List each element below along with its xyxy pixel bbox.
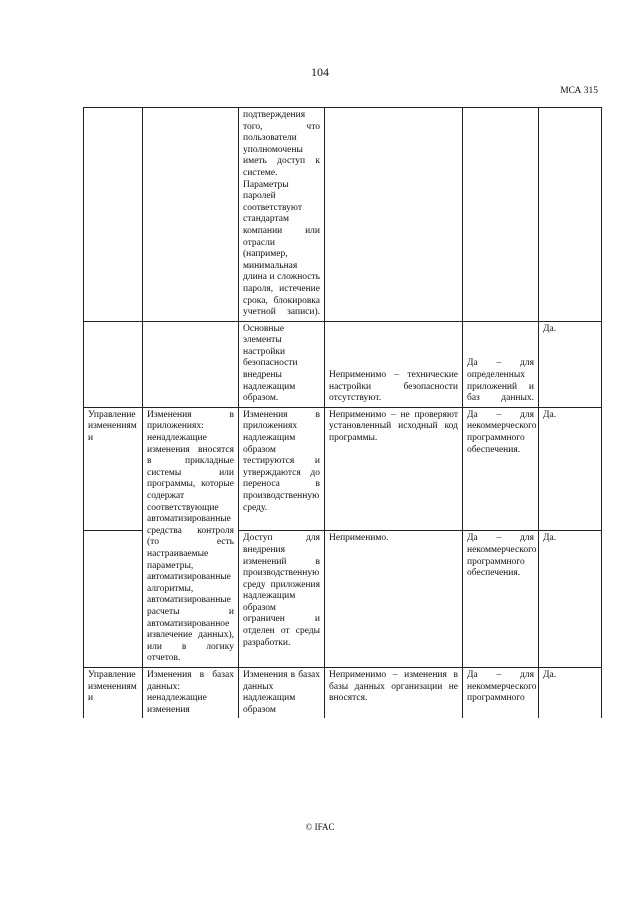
table-cell <box>539 108 602 322</box>
table-cell: Да. <box>539 321 602 407</box>
table-cell: Да. <box>539 531 602 668</box>
table-cell: Изменения в базах данных надлежащим образом <box>239 667 325 718</box>
table-cell: Основные элементы настройки безопасности внедрены надлежащим образом. <box>239 321 325 407</box>
controls-table <box>83 107 602 718</box>
table-row <box>84 321 602 407</box>
table-cell <box>143 108 239 322</box>
table-cell <box>463 108 539 322</box>
table-cell <box>325 108 463 322</box>
table-cell <box>84 531 143 668</box>
table-row <box>84 108 602 322</box>
table-cell: Да. <box>539 407 602 530</box>
table-cell: Да – для некоммерческого программного обеспечения. <box>463 407 539 530</box>
table-cell: Неприменимо – технические настройки безопасности отсутствуют. <box>325 321 463 407</box>
footer-copyright: © IFAC <box>305 822 335 832</box>
table-cell: Доступ для внедрения изменений в производственную среду приложения надлежащим образом ограничен и отделен от среды разработки. <box>239 531 325 668</box>
table-row <box>84 667 602 718</box>
table-cell: Управление изменениями <box>84 407 143 530</box>
table-cell: Да – для определенных приложений и баз данных. <box>463 321 539 407</box>
table-cell: Управление изменениями <box>84 667 143 718</box>
table-cell <box>143 321 239 407</box>
table-cell: Неприменимо. <box>325 531 463 668</box>
table-cell: подтверждения того, что пользователи уполномочены иметь доступ к системе. Параметры паролей соответствуют стандартам компании или отрасли (например, минимальная длина и сложность пароля, истечение срока, блокировка учетной записи). <box>239 108 325 322</box>
table-cell: Изменения в базах данных: ненадлежащие изменения <box>143 667 239 718</box>
table-cell: Да – для некоммерческого программного <box>463 667 539 718</box>
table-cell: Неприменимо – изменения в базы данных организации не вносятся. <box>325 667 463 718</box>
page-number: 104 <box>311 65 329 79</box>
table-cell: Да – для некоммерческого программного обеспечения. <box>463 531 539 668</box>
table-cell: Изменения в приложениях надлежащим образом тестируются и утверждаются до переноса в производственную среду. <box>239 407 325 530</box>
table-cell <box>84 108 143 322</box>
document-code: МСА 315 <box>560 86 598 96</box>
table-cell: Да. <box>539 667 602 718</box>
table-cell: Изменения в приложениях: ненадлежащие изменения вносятся в прикладные системы или программы, которые содержат соответствующие автоматизированные средства контроля (то есть настраиваемые параметры, автоматизированные алгоритмы, автоматизированные расчеты и автоматизированное извлечение данных), или в логику отчетов. <box>143 407 239 667</box>
table-row <box>84 407 602 530</box>
table-cell: Неприменимо – не проверяют установленный исходный код программы. <box>325 407 463 530</box>
table-cell <box>84 321 143 407</box>
